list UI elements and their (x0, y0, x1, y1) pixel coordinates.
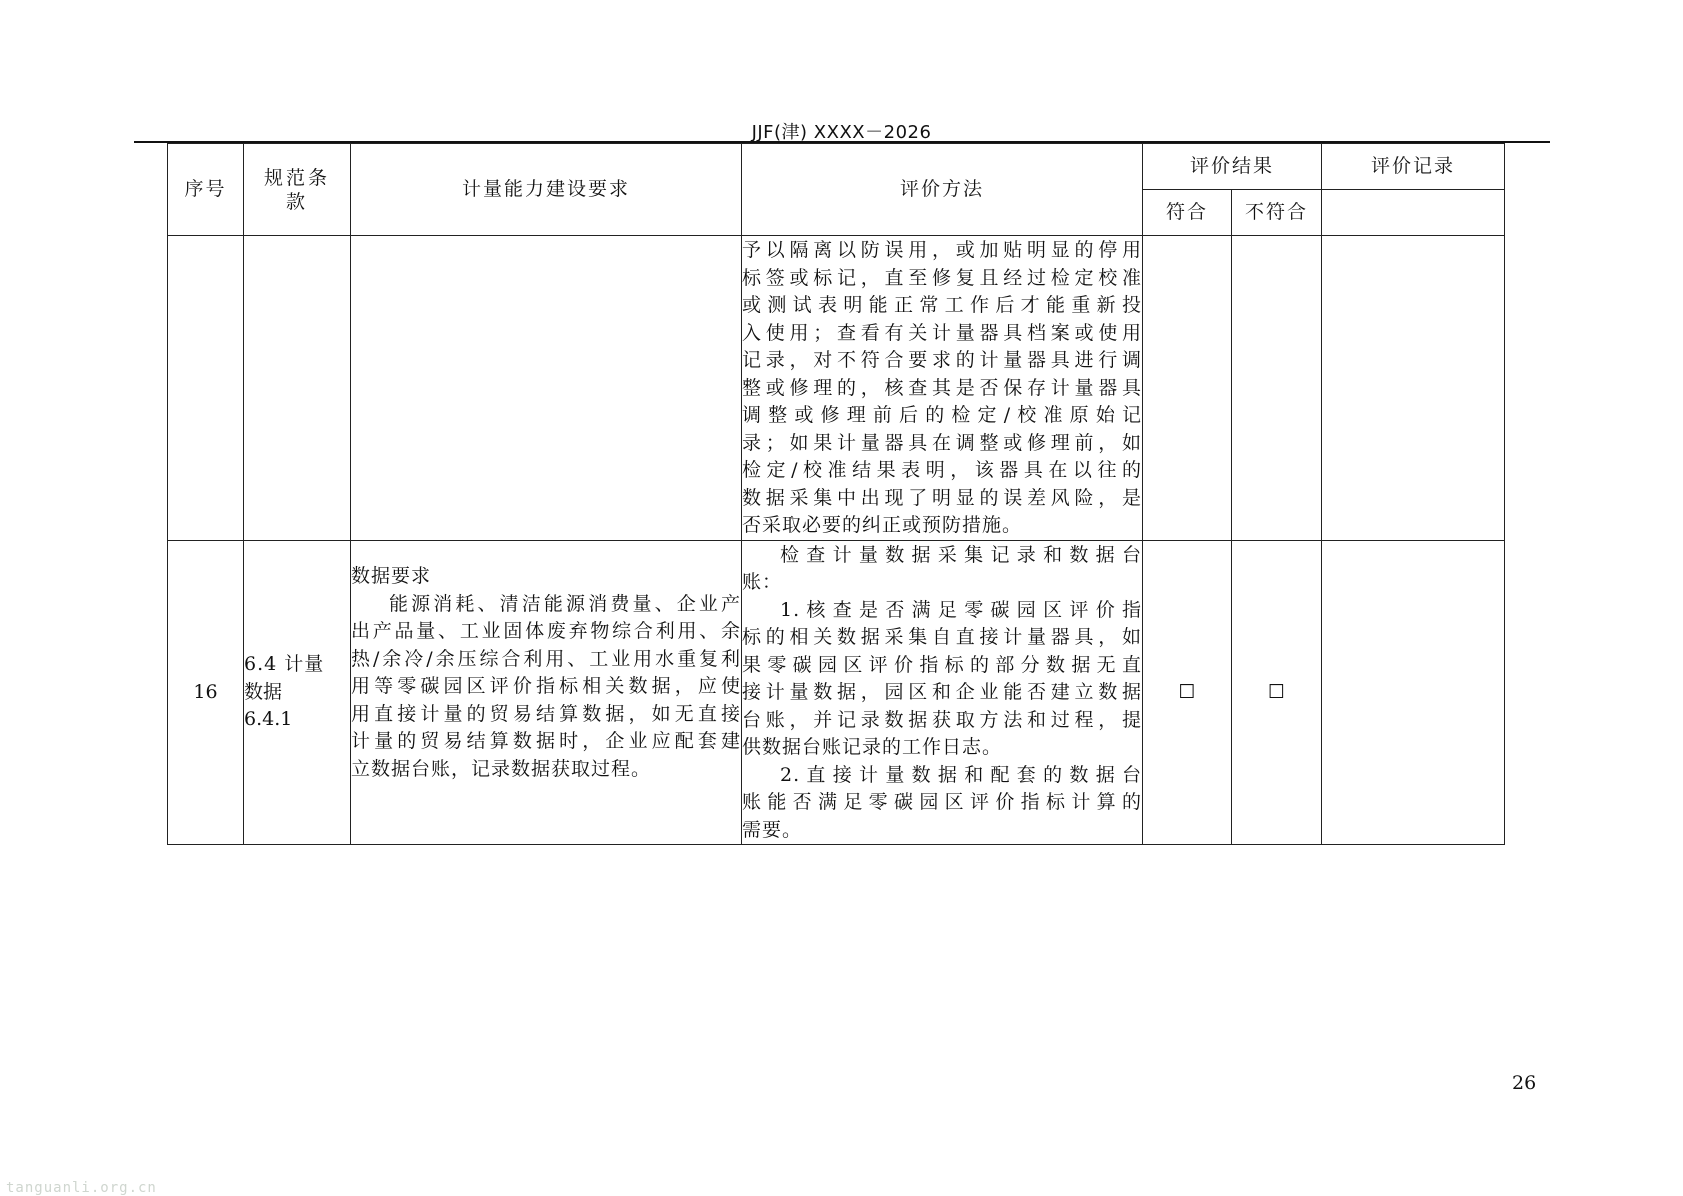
method-line: 否采取必要的纠正或预防措施。 (742, 514, 1023, 536)
clause-line: 6.4 计量 (244, 653, 325, 675)
requirement-title: 数据要求 (351, 565, 432, 588)
method-line: 账能否满足零碳园区评价指标计算的 (742, 791, 1142, 813)
page-number: 26 (1512, 1072, 1537, 1094)
method-line: 或测试表明能正常工作后才能重新投 (742, 294, 1142, 316)
watermark: tanguanli.org.cn (6, 1180, 157, 1196)
col-header-record: 评价记录 (1322, 144, 1505, 190)
method-line: 调整或修理前后的检定/校准原始记 (742, 404, 1142, 426)
clause-line: 数据 (244, 680, 283, 703)
row-seq: 16 (168, 540, 244, 845)
row-record-cell (1322, 540, 1505, 845)
method-line: 检定/校准结果表明，该器具在以往的 (742, 459, 1142, 481)
col-header-result: 评价结果 (1143, 144, 1322, 190)
method-line: 台账，并记录数据获取方法和过程，提 (742, 708, 1142, 731)
requirement-line: 计量的贸易结算数据时，企业应配套建 (351, 730, 741, 753)
method-line: 果零碳园区评价指标的部分数据无直 (742, 653, 1142, 676)
method-line: 入使用；查看有关计量器具档案或使用 (742, 321, 1142, 344)
nonconform-checkbox[interactable]: ☐ (1232, 540, 1322, 845)
cont-method-cell (742, 236, 1143, 541)
row-clause (244, 540, 351, 845)
document-header: JJF(津) XXXX－2026 (751, 122, 932, 143)
col-header-requirement: 计量能力建设要求 (351, 144, 742, 236)
method-line: 予以隔离以防误用，或加贴明显的停用 (742, 239, 1142, 261)
requirement-line: 热/余冷/余压综合利用、工业用水重复利 (351, 647, 741, 670)
col-header-clause: 规范条款 (244, 144, 351, 236)
requirement-line: 用等零碳园区评价指标相关数据，应使 (351, 675, 741, 698)
clause-line: 6.4.1 (244, 708, 293, 730)
method-line: 标签或标记，直至修复且经过检定校准 (742, 266, 1142, 289)
col-header-nonconform: 不符合 (1232, 190, 1322, 236)
method-line: 账： (742, 571, 783, 593)
col-header-conform: 符合 (1143, 190, 1232, 236)
method-line: 供数据台账记录的工作日志。 (742, 736, 1003, 758)
col-header-seq: 序号 (168, 144, 244, 236)
cont-requirement-cell (351, 236, 742, 541)
method-line: 2.直接计量数据和配套的数据台 (780, 763, 1142, 786)
requirement-line: 立数据台账，记录数据获取过程。 (351, 757, 652, 780)
cont-seq-cell (168, 236, 244, 541)
row-method (742, 540, 1143, 845)
method-line: 标的相关数据采集自直接计量器具，如 (742, 626, 1142, 648)
method-line: 数据采集中出现了明显的误差风险，是 (742, 486, 1142, 509)
cont-clause-cell (244, 236, 351, 541)
requirement-line: 出产品量、工业固体废弃物综合利用、余 (351, 620, 741, 643)
evaluation-table (167, 143, 1505, 845)
cont-conform-cell (1143, 236, 1232, 541)
requirement-line: 能源消耗、清洁能源消费量、企业产 (389, 592, 741, 615)
conform-checkbox[interactable]: ☐ (1143, 540, 1232, 845)
requirement-line: 用直接计量的贸易结算数据，如无直接 (351, 702, 741, 725)
method-line: 1.核查是否满足零碳园区评价指 (780, 598, 1142, 621)
method-line: 录；如果计量器具在调整或修理前，如 (742, 431, 1142, 454)
method-line: 记录，对不符合要求的计量器具进行调 (742, 349, 1142, 371)
cont-nonconform-cell (1232, 236, 1322, 541)
col-header-method: 评价方法 (742, 144, 1143, 236)
method-line: 检查计量数据采集记录和数据台 (780, 543, 1142, 566)
row-requirement (351, 540, 742, 845)
record-header-blank (1322, 190, 1505, 236)
cont-record-cell (1322, 236, 1505, 541)
method-line: 整或修理的，核查其是否保存计量器具 (742, 376, 1142, 399)
method-line: 需要。 (742, 818, 803, 841)
method-line: 接计量数据，园区和企业能否建立数据 (742, 681, 1142, 703)
